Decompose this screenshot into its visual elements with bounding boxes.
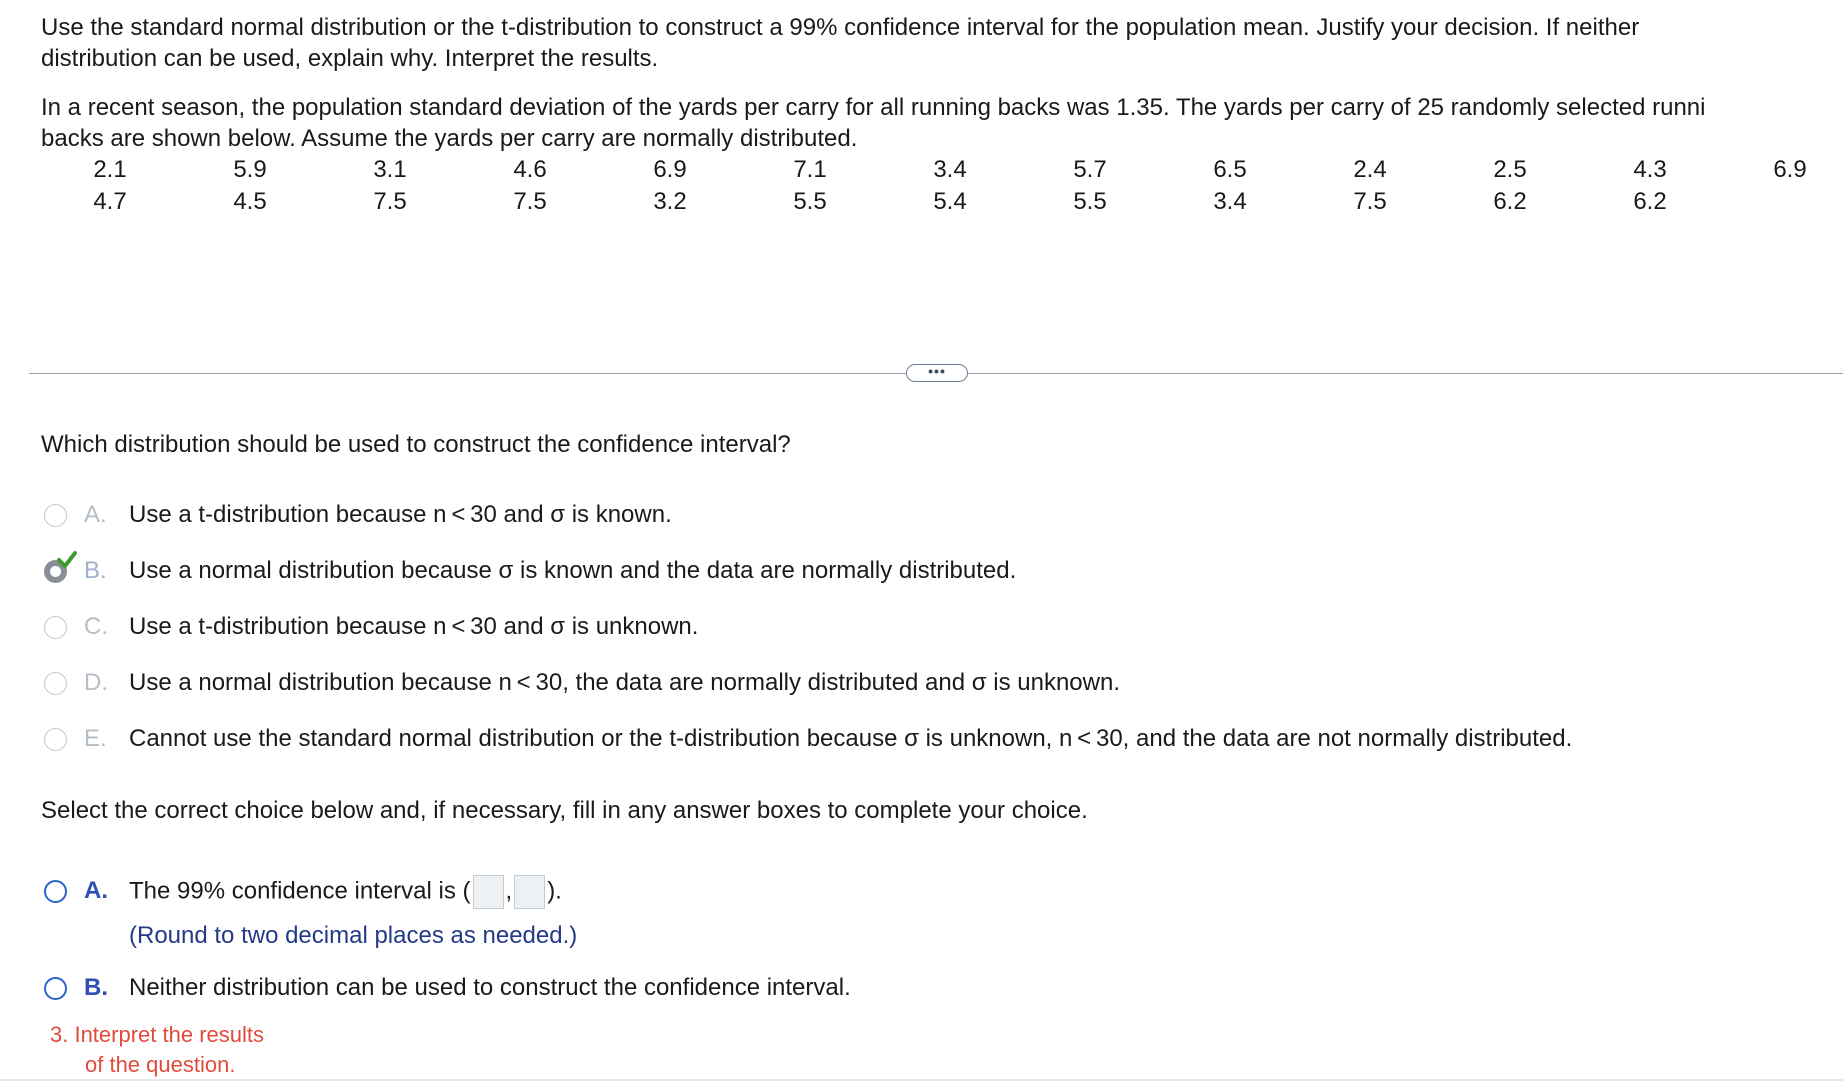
- data-value: 7.1: [793, 156, 827, 183]
- ci-separator: ,: [505, 877, 513, 905]
- data-value: 2.5: [1493, 156, 1527, 183]
- feedback-message: [50, 1020, 264, 1080]
- instructions-line-1: Use the standard normal distribution or the t-distribution to construct a 99% confidence interval for the population mean. Justify your decision. If neither: [41, 14, 1640, 41]
- option-letter: E.: [84, 725, 107, 752]
- radio-button[interactable]: [44, 880, 67, 903]
- data-value: 6.9: [653, 156, 687, 183]
- data-value: 4.3: [1633, 156, 1667, 183]
- radio-button[interactable]: [44, 672, 67, 695]
- data-value: 3.1: [373, 156, 407, 183]
- data-value: 6.2: [1633, 188, 1667, 215]
- radio-button[interactable]: [44, 728, 67, 751]
- ci-text-before: The 99% confidence interval is (: [129, 877, 471, 905]
- scenario-line-2: backs are shown below. Assume the yards per carry are normally distributed.: [41, 125, 858, 152]
- upper-bound-input[interactable]: [514, 875, 545, 909]
- option-letter: D.: [84, 669, 108, 696]
- lower-bound-input[interactable]: [473, 875, 504, 909]
- data-row-2: [70, 186, 1840, 218]
- data-value: 4.7: [93, 188, 127, 215]
- data-value: 3.2: [653, 188, 687, 215]
- data-value: 3.4: [933, 156, 967, 183]
- data-value: 5.5: [793, 188, 827, 215]
- data-table: [70, 154, 1840, 218]
- data-value: 2.4: [1353, 156, 1387, 183]
- option-text: Cannot use the standard normal distribution or the t-distribution because σ is unknown, n < 30, and the data are not normally distributed.: [129, 725, 1573, 752]
- option-text: Use a normal distribution because n < 30, the data are normally distributed and σ is unknown.: [129, 669, 1120, 696]
- radio-button[interactable]: [44, 616, 67, 639]
- data-value: 5.4: [933, 188, 967, 215]
- data-value: 6.9: [1773, 156, 1807, 183]
- option-text: Use a t-distribution because n < 30 and σ is unknown.: [129, 613, 699, 640]
- data-value: 3.4: [1213, 188, 1247, 215]
- option-letter: A.: [84, 877, 108, 904]
- option-text: Neither distribution can be used to construct the confidence interval.: [129, 974, 851, 1001]
- option-letter: C.: [84, 613, 108, 640]
- data-row-1: [70, 154, 1840, 186]
- rounding-hint: (Round to two decimal places as needed.): [129, 922, 578, 949]
- data-value: 6.5: [1213, 156, 1247, 183]
- data-value: 5.5: [1073, 188, 1107, 215]
- option-letter: B.: [84, 557, 107, 584]
- data-value: 5.9: [233, 156, 267, 183]
- data-value: 7.5: [373, 188, 407, 215]
- data-value: 7.5: [1353, 188, 1387, 215]
- part2-prompt: Select the correct choice below and, if necessary, fill in any answer boxes to complete your choice.: [41, 797, 1088, 824]
- confidence-interval-line: [129, 875, 562, 909]
- data-value: 4.6: [513, 156, 547, 183]
- feedback-line: 3. Interpret the results: [50, 1022, 264, 1047]
- ci-text-after: ).: [547, 877, 562, 905]
- scenario-line-1: In a recent season, the population standard deviation of the yards per carry for all running backs was 1.35. The yards per carry of 25 randomly selected runni: [41, 94, 1706, 121]
- data-value: 5.7: [1073, 156, 1107, 183]
- data-value: 2.1: [93, 156, 127, 183]
- feedback-line: of the question.: [85, 1052, 236, 1077]
- radio-button[interactable]: [44, 977, 67, 1000]
- checkmark-icon: [57, 550, 77, 570]
- data-value: 4.5: [233, 188, 267, 215]
- data-value: 7.5: [513, 188, 547, 215]
- radio-button[interactable]: [44, 504, 67, 527]
- instructions-line-2: distribution can be used, explain why. Interpret the results.: [41, 45, 659, 72]
- expand-more-button[interactable]: •••: [906, 364, 968, 382]
- part1-prompt: Which distribution should be used to construct the confidence interval?: [41, 431, 791, 458]
- option-text: Use a normal distribution because σ is known and the data are normally distributed.: [129, 557, 1017, 584]
- data-value: 6.2: [1493, 188, 1527, 215]
- option-letter: A.: [84, 501, 107, 528]
- option-text: Use a t-distribution because n < 30 and σ is known.: [129, 501, 672, 528]
- option-letter: B.: [84, 974, 108, 1001]
